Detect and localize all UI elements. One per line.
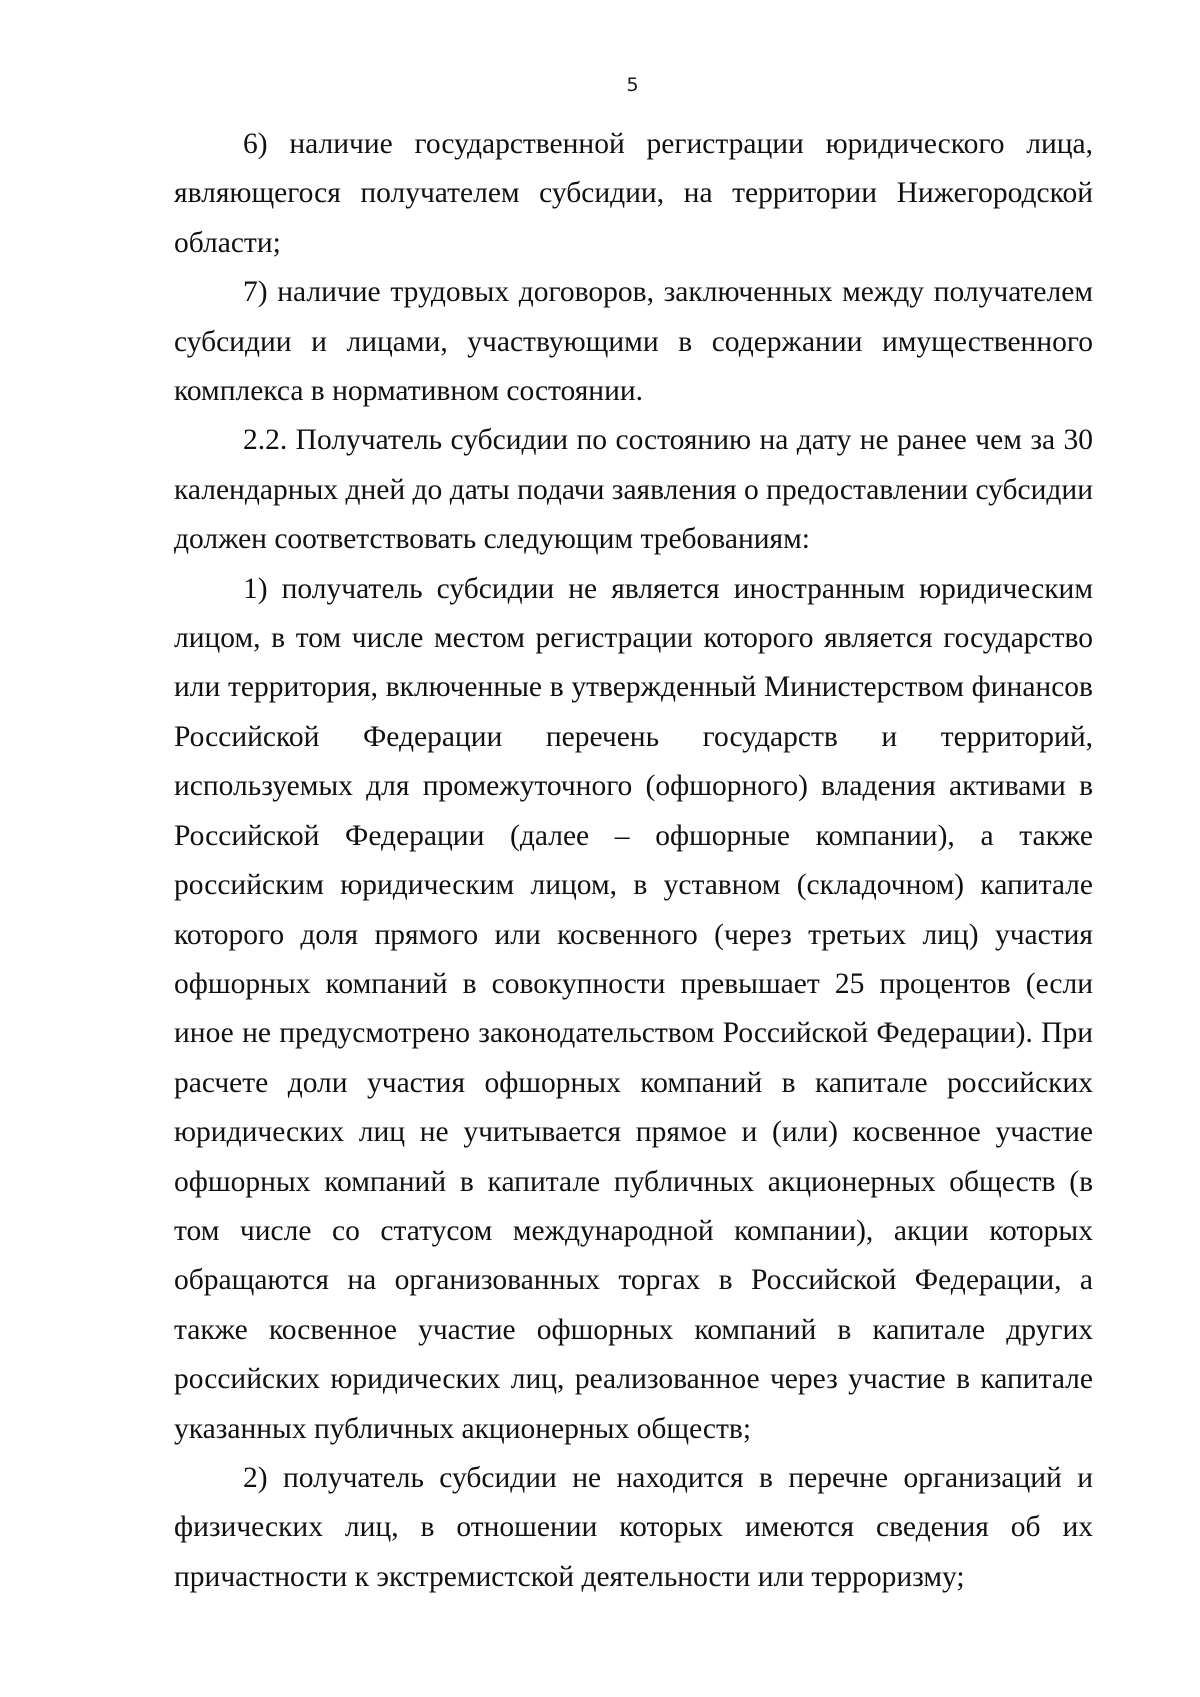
page-number: 5 xyxy=(626,74,639,96)
paragraph-requirement-1: 1) получатель субсидии не является иностранным юридическим лицом, в том числе местом регистрации которого является государство или территория, включенные в утвержденный Министерством финансов Российской Федерации перечень государств и территорий, используемых для промежуточного (офшорного) владения активами в Российской Федерации (далее – офшорные компании), а также российским юридическим лицом, в уставном (складочном) капитале которого доля прямого или косвенного (через третьих лиц) участия офшорных компаний в совокупности превышает 25 процентов (если иное не предусмотрено законодательством Российской Федерации). При расчете доли участия офшорных компаний в капитале российских юридических лиц не учитывается прямое и (или) косвенное участие офшорных компаний в капитале публичных акционерных обществ (в том числе со статусом международной компании), акции которых обращаются на организованных торгах в Российской Федерации, а также косвенное участие офшорных компаний в капитале других российских юридических лиц, реализованное через участие в капитале указанных публичных акционерных обществ; xyxy=(174,572,1093,1445)
paragraph-item-6: 6) наличие государственной регистрации юридического лица, являющегося получателем субсидии, на территории Нижегородской области; xyxy=(174,128,1093,259)
paragraph-requirement-2: 2) получатель субсидии не находится в перечне организаций и физических лиц, в отношении которых имеются сведения об их причастности к экстремистской деятельности или терроризму; xyxy=(174,1461,1093,1593)
document-body xyxy=(174,120,1093,1602)
paragraph-section-2-2: 2.2. Получатель субсидии по состоянию на дату не ранее чем за 30 календарных дней до даты подачи заявления о предоставлении субсидии должен соответствовать следующим требованиям: xyxy=(174,424,1093,556)
paragraph-item-7: 7) наличие трудовых договоров, заключенных между получателем субсидии и лицами, участвующими в содержании имущественного комплекса в нормативном состоянии. xyxy=(174,276,1093,408)
